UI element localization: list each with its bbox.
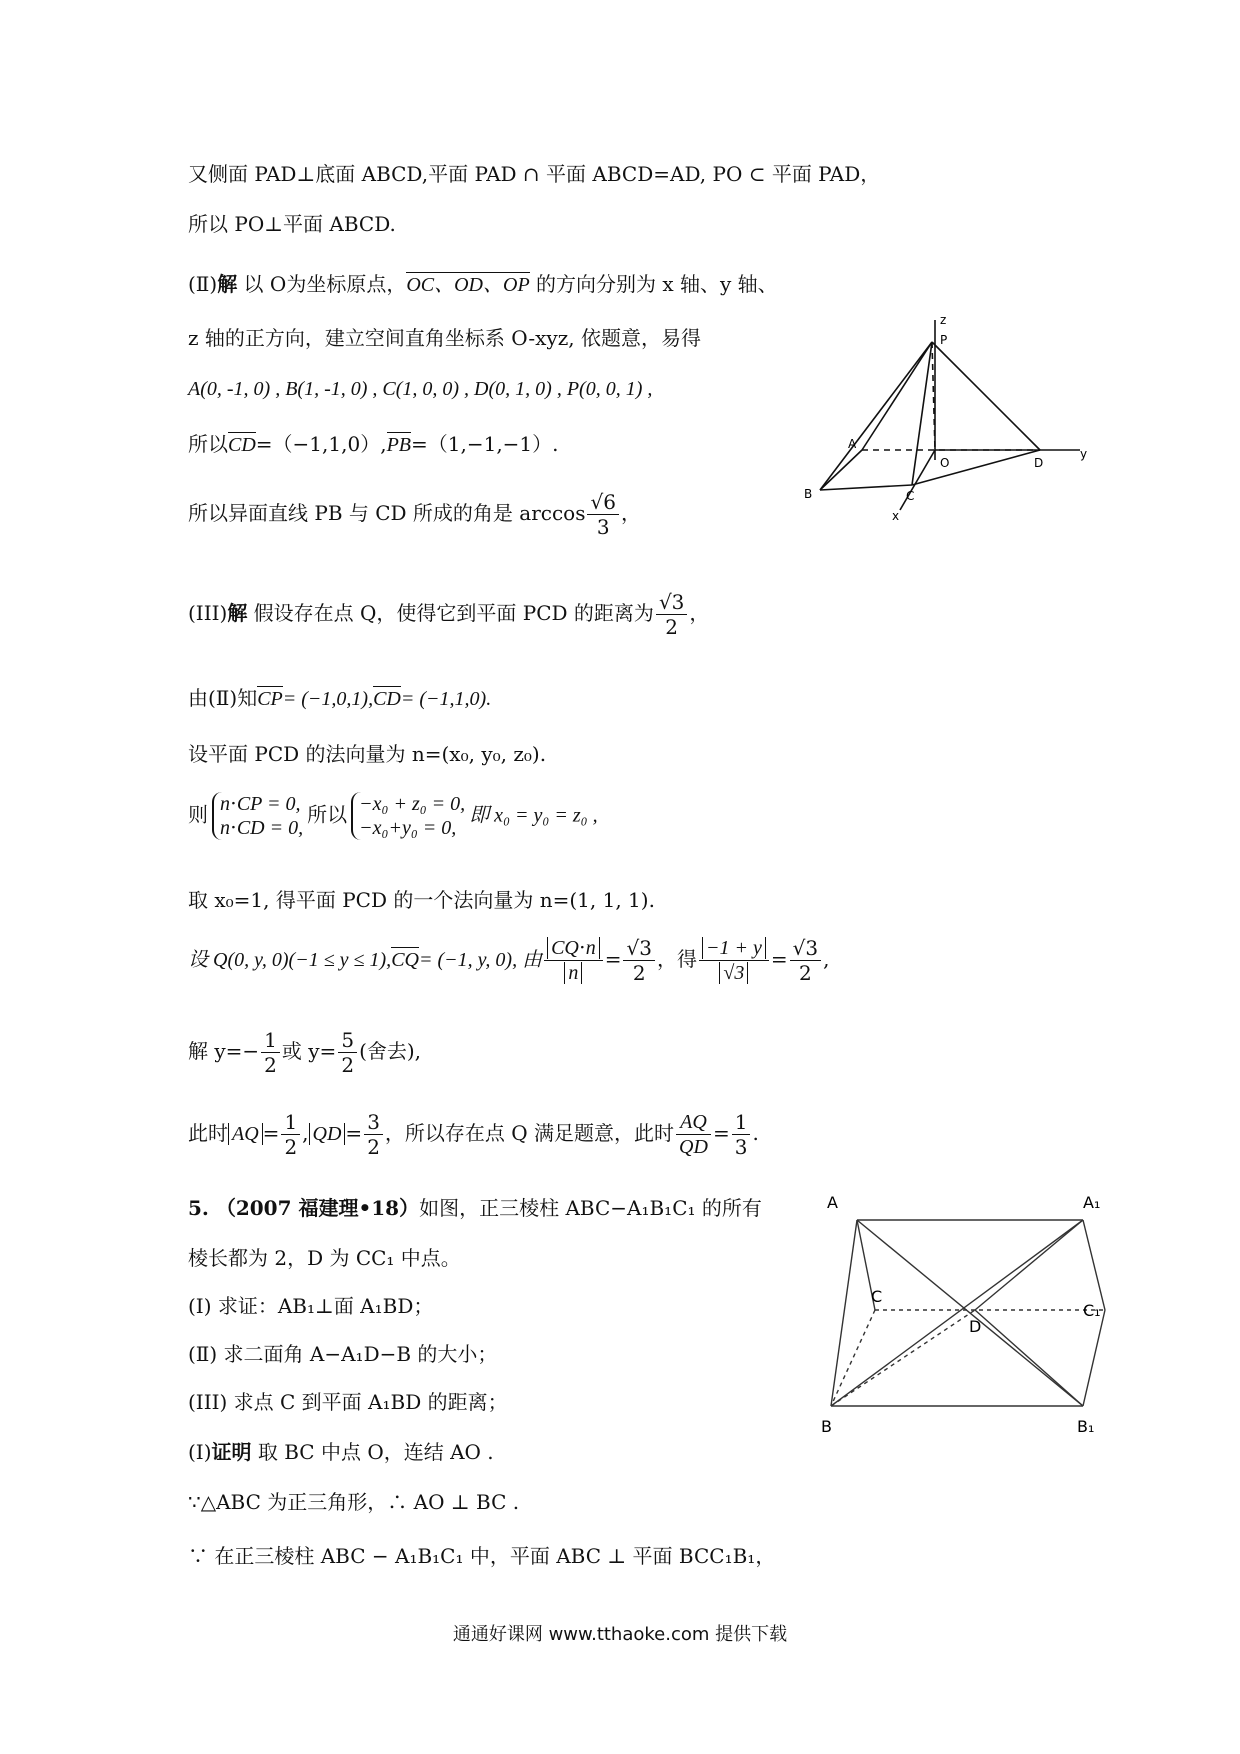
problem-5-line-2 — [188, 1246, 461, 1270]
line-7-end: ， — [620, 501, 641, 525]
line-13-prefix: 设 Q(0, y, 0)(−1 ≤ y ≤ 1), — [188, 949, 392, 971]
fraction-numerator: 1 — [281, 1110, 300, 1135]
fraction-1-over-3 — [732, 1110, 751, 1159]
fraction-distance — [544, 936, 603, 985]
fig1-label-d: D — [1034, 456, 1044, 470]
text-line-15 — [188, 1110, 759, 1159]
fraction-denominator — [544, 961, 603, 985]
equation-row: −x₀+y₀ = 0, — [359, 817, 457, 839]
text-line-10 — [188, 742, 546, 766]
coordinates-text: A(0, -1, 0) , B(1, -1, 0) , C(1, 0, 0) , D(0, 1, 0) , P(0, 0, 1) , — [188, 378, 653, 400]
line-11-tail: 即 x₀ = y₀ = z₀ , — [469, 804, 598, 827]
line-6-prefix: 所以 — [188, 432, 228, 456]
solution-label: 解 — [217, 272, 238, 296]
fraction-distance-2 — [699, 936, 769, 985]
equals-sign: = — [770, 947, 788, 971]
footer-text: 通通好课网 www.tthaoke.com 提供下载 — [452, 1624, 788, 1645]
fraction-numerator: √3 — [656, 590, 687, 615]
abs-qd: QD — [309, 1123, 346, 1145]
fraction-denominator — [699, 961, 769, 985]
fig2-label-a1: A₁ — [1083, 1193, 1101, 1212]
line-14-prefix: 解 y=− — [188, 1039, 260, 1063]
abs-value: √3 — [719, 962, 748, 984]
fig1-label-o: O — [940, 456, 950, 470]
fraction-sqrt3-over-2 — [790, 936, 821, 985]
fig2-label-c: C — [871, 1287, 883, 1306]
fraction-numerator: √6 — [587, 490, 618, 515]
vector-cp: CP — [257, 688, 283, 710]
equation-row: −x₀ + z₀ = 0, — [359, 793, 466, 815]
vector-cd: CD — [228, 434, 256, 456]
problem-5-line-2-text: 棱长都为 2，D 为 CC₁ 中点。 — [188, 1246, 461, 1270]
comma: , — [302, 1121, 309, 1145]
problem-5-line-5 — [188, 1390, 508, 1414]
vector-pb-value: =（1,−1,−1）. — [411, 432, 559, 456]
fig1-label-p: P — [940, 333, 948, 347]
fraction-numerator: √3 — [623, 936, 654, 961]
fraction-numerator — [544, 936, 603, 961]
equation-row: n⋅CD = 0, — [220, 817, 304, 839]
problem-5-line-4 — [188, 1342, 497, 1366]
abs-value: CQ⋅n — [547, 937, 600, 959]
problem-5-line-6 — [188, 1440, 494, 1464]
fig2-label-d: D — [969, 1317, 982, 1336]
vector-cq: CQ — [391, 949, 419, 971]
fig1-label-y: y — [1080, 447, 1088, 461]
text-line-12 — [188, 888, 655, 912]
text-line-6 — [188, 432, 559, 457]
fraction-sqrt3-over-2 — [656, 590, 687, 639]
line-11-prefix: 则 — [188, 802, 208, 827]
line-8-text: 假设存在点 Q，使得它到平面 PCD 的距离为 — [247, 601, 654, 625]
line-15-prefix: 此时 — [188, 1121, 228, 1145]
fraction-numerator: √3 — [790, 936, 821, 961]
problem-5-line-7 — [188, 1490, 519, 1514]
problem-5-line-7-text: ∵△ABC 为正三角形，∴ AO ⊥ BC . — [188, 1490, 520, 1514]
vectors-oc-od-op: OC、OD、OP — [406, 274, 530, 296]
line-3-text: 以 O为坐标原点， — [237, 272, 407, 296]
text-line-1 — [188, 162, 880, 186]
period: . — [752, 1121, 759, 1145]
fraction-numerator — [699, 936, 769, 961]
fig2-label-b: B — [821, 1417, 832, 1436]
line-1-text: 又侧面 PAD⊥底面 ABCD,平面 PAD ∩ 平面 ABCD=AD, PO ⊂ 平面 PAD， — [188, 162, 881, 186]
fraction-numerator: 1 — [732, 1110, 751, 1135]
text-line-2 — [188, 212, 396, 236]
line-15-mid: ，所以存在点 Q 满足题意，此时 — [384, 1121, 675, 1145]
fig2-label-b1: B₁ — [1077, 1417, 1095, 1436]
line-3-tail: 的方向分别为 x 轴、y 轴、 — [529, 272, 778, 296]
fig2-label-c1: C₁ — [1083, 1301, 1101, 1320]
proof-label: 证明 — [211, 1440, 252, 1464]
problem-5-line-8 — [188, 1544, 775, 1568]
vector-cd-value: =（−1,1,0）, — [255, 432, 387, 456]
fig1-label-c: C — [906, 489, 915, 503]
prism-figure — [815, 1180, 1115, 1440]
problem-5-text: 如图，正三棱柱 ABC−A₁B₁C₁ 的所有 — [419, 1196, 762, 1220]
line-13-mid: ，得 — [656, 947, 697, 971]
line-4-text: z 轴的正方向，建立空间直角坐标系 O-xyz, 依题意，易得 — [188, 326, 701, 350]
fraction-5-over-2 — [338, 1028, 357, 1077]
vector-pb: PB — [386, 434, 411, 456]
text-line-7 — [188, 490, 641, 539]
line-9-prefix: 由(Ⅱ)知 — [188, 686, 258, 710]
fraction-denominator: 2 — [341, 1053, 355, 1077]
fraction-denominator: 2 — [665, 615, 679, 639]
abs-aq: AQ — [228, 1123, 263, 1145]
line-11-mid: 所以 — [307, 802, 348, 827]
vector-cp-value: = (−1,0,1), — [282, 688, 374, 710]
fig1-label-b: B — [804, 487, 813, 501]
line-13-end: , — [823, 947, 830, 971]
fraction-denominator: QD — [679, 1136, 708, 1158]
fraction-denominator: 2 — [284, 1135, 298, 1159]
problem-5-source: 5. （2007 福建理•18） — [188, 1196, 420, 1220]
fraction-1-over-2 — [261, 1028, 280, 1077]
line-10-text: 设平面 PCD 的法向量为 n=(x₀, y₀, z₀). — [188, 742, 547, 766]
equation-system-1 — [212, 792, 303, 840]
pyramid-figure — [790, 310, 1100, 530]
line-12-text: 取 x₀=1, 得平面 PCD 的一个法向量为 n=(1, 1, 1). — [188, 888, 655, 912]
fig2-label-a: A — [827, 1193, 838, 1212]
line-7-text: 所以异面直线 PB 与 CD 所成的角是 arccos — [188, 501, 586, 525]
line-14-mid: 或 y= — [281, 1039, 337, 1063]
text-line-11 — [188, 792, 598, 840]
equals-sign: = — [604, 947, 622, 971]
equals-sign: = — [712, 1121, 730, 1145]
line-14-tail: (舍去), — [359, 1039, 422, 1063]
problem-5-part-3: (III) 求点 C 到平面 A₁BD 的距离； — [188, 1390, 508, 1414]
fraction-denominator: 3 — [596, 515, 610, 539]
text-line-14 — [188, 1028, 421, 1077]
part-1-label: (Ⅰ) — [188, 1440, 212, 1464]
text-line-9 — [188, 686, 491, 711]
vector-cd-value: = (−1,1,0). — [400, 688, 492, 710]
fraction-numerator: 1 — [261, 1028, 280, 1053]
fig1-label-z: z — [940, 313, 947, 327]
problem-5-part-1: (Ⅰ) 求证：AB₁⊥面 A₁BD； — [188, 1294, 434, 1318]
line-2-text: 所以 PO⊥平面 ABCD. — [188, 212, 396, 236]
fraction-denominator: 2 — [798, 961, 812, 985]
equation-system-2 — [351, 792, 465, 840]
fraction-numerator: 3 — [364, 1110, 383, 1135]
text-line-5 — [188, 376, 652, 401]
solution-label-2: 解 — [227, 601, 248, 625]
fraction-aq-over-qd — [676, 1110, 711, 1159]
text-line-3 — [188, 272, 778, 297]
part-2-label: (Ⅱ) — [188, 272, 218, 296]
fraction-sqrt6-over-3 — [587, 490, 618, 539]
abs-value: −1 + y — [702, 937, 766, 959]
problem-5-heading — [188, 1196, 762, 1220]
vector-cd: CD — [373, 688, 401, 710]
equation-row: n⋅CP = 0, — [220, 793, 301, 815]
problem-5-part-2: (Ⅱ) 求二面角 A−A₁D−B 的大小； — [188, 1342, 498, 1366]
vector-cq-value: = (−1, y, 0), 由 — [418, 949, 543, 971]
fraction-numerator: 5 — [338, 1028, 357, 1053]
fraction-denominator: 2 — [264, 1053, 277, 1077]
problem-5-line-3 — [188, 1294, 433, 1318]
fig1-label-x: x — [892, 509, 900, 523]
fraction-numerator: AQ — [676, 1110, 711, 1135]
fig1-label-a: A — [848, 437, 857, 451]
fraction-sqrt3-over-2 — [623, 936, 654, 985]
abs-value: n — [564, 962, 582, 984]
text-line-4 — [188, 326, 701, 350]
page-footer — [0, 1620, 1240, 1646]
fraction-denominator: 2 — [367, 1135, 380, 1159]
problem-5-line-6-text: 取 BC 中点 O，连结 AO . — [251, 1440, 494, 1464]
equals-sign: = — [262, 1121, 280, 1145]
text-line-13 — [188, 936, 829, 985]
text-line-8 — [188, 590, 709, 639]
fraction-denominator: 2 — [632, 961, 646, 985]
equals-sign: = — [345, 1121, 363, 1145]
part-3-label: (III) — [188, 601, 228, 625]
fraction-3-over-2 — [364, 1110, 383, 1159]
problem-5-line-8-text: ∵ 在正三棱柱 ABC − A₁B₁C₁ 中，平面 ABC ⊥ 平面 BCC₁B₁， — [188, 1544, 776, 1568]
fraction-denominator: 3 — [734, 1135, 748, 1159]
line-8-end: ， — [689, 601, 710, 625]
fraction-1-over-2 — [281, 1110, 300, 1159]
